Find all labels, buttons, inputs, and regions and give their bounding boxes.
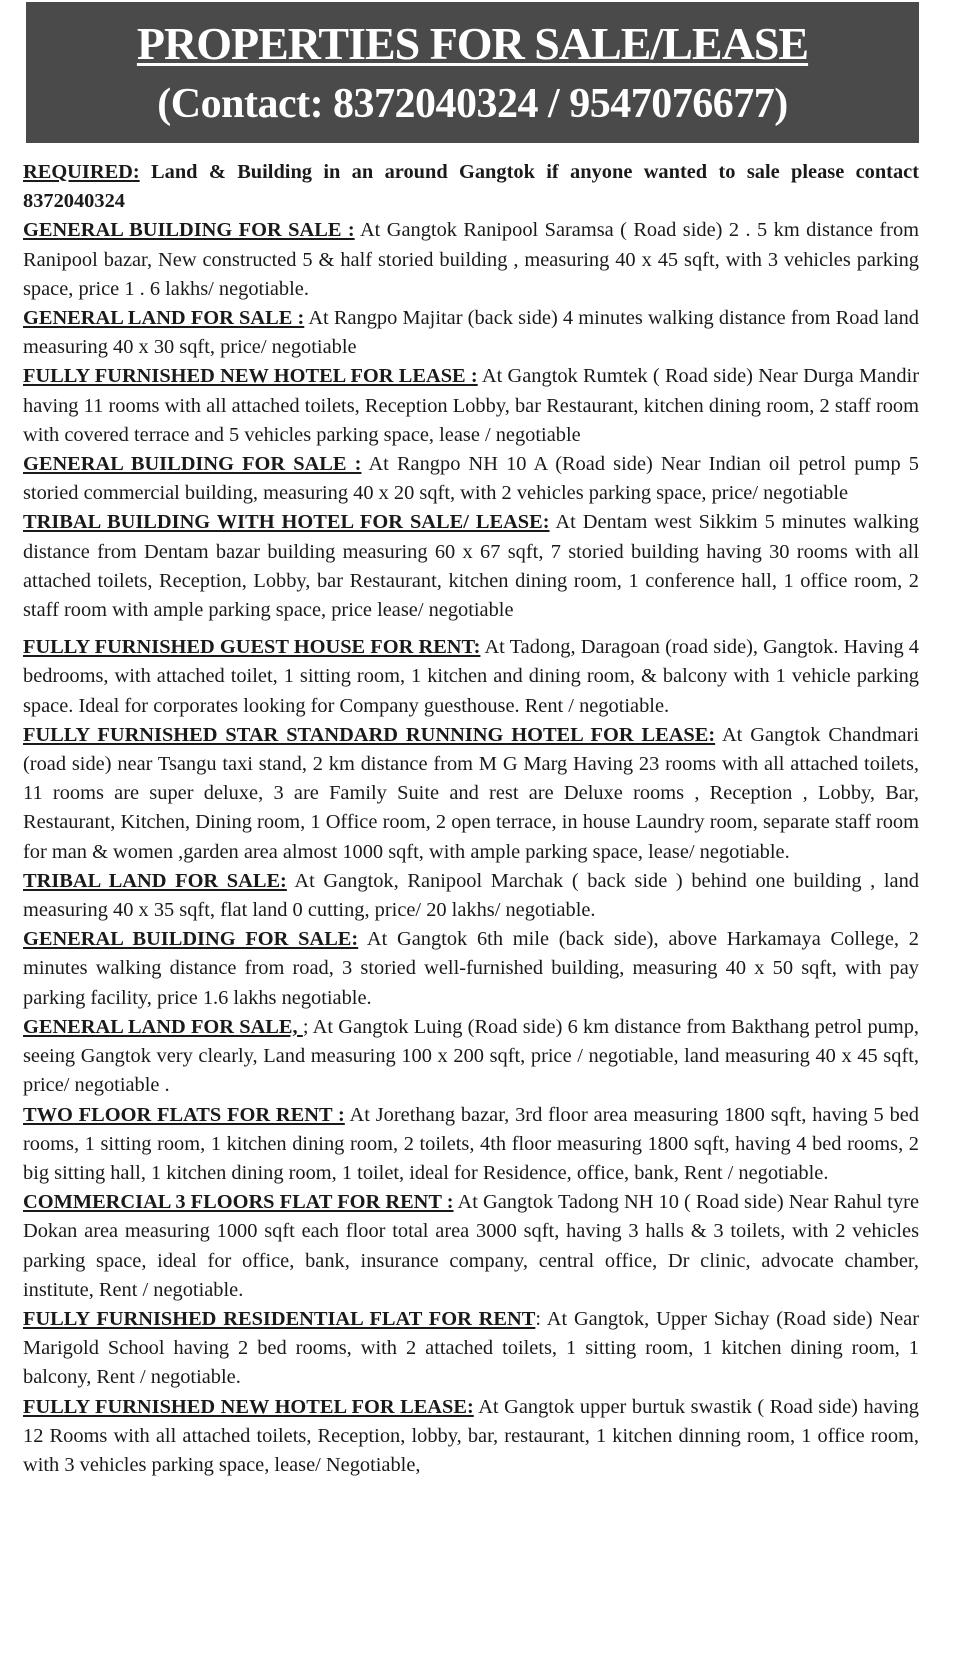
listing-text: At Rangpo NH 10 A (Road side) Near Indian oil petrol pump 5 storied commercial building, measuring 40 x 20 sqft, with 2 vehicles parking space, price/ negotiable: [23, 453, 920, 505]
listing-item: [23, 508, 919, 625]
listing-item: [23, 1188, 919, 1305]
listing-text: : At Gangtok, Upper Sichay (Road side) Near Marigold School having 2 bed rooms, with 2 attached toilets, 1 sitting room, 1 kitchen dining room, 1 balcony, Rent / negotiable.: [23, 1307, 919, 1389]
listing-item: [23, 1393, 919, 1481]
listing-heading: FULLY FURNISHED RESIDENTIAL FLAT FOR RENT: [23, 1307, 536, 1330]
listing-item: [23, 925, 919, 1013]
listing-text: At Gangtok upper burtuk swastik ( Road side) having 12 Rooms with all attached toilets, Reception, lobby, bar, restaurant, 1 kitchen dinning room, 1 office room, with 3 vehicles parking space, lease/ Negotiable,: [23, 1395, 919, 1476]
listing-text: At Tadong, Daragoan (road side), Gangtok. Having 4 bedrooms, with attached toilet, 1 sitting room, 1 kitchen and dining room, & balcony with 1 vehicle parking space. Ideal for corporates looking for Company guesthouse. Rent / negotiable.: [23, 636, 919, 717]
listing-text: At Gangtok 6th mile (back side), above Harkamaya College, 2 minutes walking distance from road, 3 storied well-furnished building, measuring 40 x 50 sqft, with pay parking facility, price 1.6 lakhs negotiable.: [23, 928, 919, 1009]
listing-heading: TRIBAL LAND FOR SALE:: [23, 869, 287, 892]
listing-heading: COMMERCIAL 3 FLOORS FLAT FOR RENT :: [23, 1191, 454, 1214]
listing-heading: GENERAL LAND FOR SALE :: [23, 307, 305, 330]
listing-item: [23, 1305, 919, 1393]
listing-item: [23, 216, 919, 304]
listing-item: [23, 304, 919, 362]
listing-heading: FULLY FURNISHED STAR STANDARD RUNNING HOTEL FOR LEASE:: [23, 723, 716, 746]
listing-text: At Gangtok Chandmari (road side) near Tsangu taxi stand, 2 km distance from M G Marg Having 23 rooms with all attached toilets, 11 rooms are super deluxe, 3 are Family Suite and rest are Deluxe rooms , Reception , Lobby, Bar, Restaurant, Kitchen, Dining room, 1 Office room, 2 open terrace, in house Laundry room, separate staff room for man & women ,garden area almost 1000 sqft, with ample parking space, lease/ negotiable.: [23, 723, 919, 863]
contact-numbers: (Contact: 8372040324 / 9547076677): [157, 81, 788, 127]
listing-item: [23, 867, 919, 925]
listing-heading: GENERAL BUILDING FOR SALE :: [23, 453, 362, 476]
listing-required: [23, 158, 919, 216]
listing-text: At Jorethang bazar, 3rd floor area measuring 1800 sqft, having 5 bed rooms, 1 sitting room, 1 kitchen dining room, 2 toilets, 4th floor measuring 1800 sqft, having 4 bed rooms, 2 big sitting hall, 1 kitchen dining room, 1 toilet, ideal for Residence, office, bank, Rent / negotiable.: [23, 1103, 920, 1184]
listing-text: ; At Gangtok Luing (Road side) 6 km distance from Bakthang petrol pump, seeing Gangtok very clearly, Land measuring 100 x 200 sqft, price / negotiable, land measuring 40 x 45 sqft, price/ negotiable .: [23, 1015, 919, 1097]
page-title: PROPERTIES FOR SALE/LEASE: [136, 18, 809, 69]
listing-heading: GENERAL BUILDING FOR SALE :: [23, 219, 355, 242]
listing-heading: TRIBAL BUILDING WITH HOTEL FOR SALE/ LEASE:: [23, 511, 550, 534]
listing-item: [23, 633, 919, 721]
listing-text: At Dentam west Sikkim 5 minutes walking distance from Dentam bazar building measuring 60 x 67 sqft, 7 storied building having 30 rooms with all attached toilets, Reception, Lobby, bar Restaurant, kitchen dining room, 1 conference hall, 1 office room, 2 staff room with ample parking space, price lease/ negotiable: [23, 511, 919, 622]
listing-item: [23, 450, 919, 508]
listing-text: At Rangpo Majitar (back side) 4 minutes walking distance from Road land measuring 40 x 30 sqft, price/ negotiable: [23, 307, 919, 359]
listing-heading: GENERAL BUILDING FOR SALE:: [23, 928, 359, 951]
listing-text: At Gangtok Rumtek ( Road side) Near Durga Mandir having 11 rooms with all attached toilets, Reception Lobby, bar Restaurant, kitchen dining room, 2 staff room with covered terrace and 5 vehicles parking space, lease / negotiable: [23, 365, 919, 446]
listing-heading: FULLY FURNISHED NEW HOTEL FOR LEASE:: [23, 1395, 474, 1418]
listing-item: [23, 362, 919, 450]
page-header: [26, 2, 919, 143]
listing-item: [23, 1013, 919, 1101]
listing-item: [23, 721, 919, 867]
listing-text: Land & Building in an around Gangtok if anyone wanted to sale please contact 8372040324: [23, 161, 919, 213]
listing-text: At Gangtok Ranipool Saramsa ( Road side) 2 . 5 km distance from Ranipool bazar, New constructed 5 & half storied building , measuring 40 x 45 sqft, with 3 vehicles parking space, price 1 . 6 lakhs/ negotiable.: [23, 219, 919, 300]
listing-heading: TWO FLOOR FLATS FOR RENT :: [23, 1103, 345, 1126]
listing-heading: FULLY FURNISHED NEW HOTEL FOR LEASE :: [23, 365, 478, 388]
listings: [23, 158, 919, 1480]
listing-text: At Gangtok Tadong NH 10 ( Road side) Near Rahul tyre Dokan area measuring 1000 sqft each floor total area 3000 sqft, having 3 halls & 3 toilets, with 2 vehicles parking space, ideal for office, bank, insurance company, central office, Dr clinic, advocate chamber, institute, Rent / negotiable.: [23, 1191, 919, 1301]
listing-heading: REQUIRED:: [23, 161, 140, 183]
listing-heading: GENERAL LAND FOR SALE,: [23, 1015, 303, 1038]
listing-item: [23, 1101, 919, 1189]
listing-text: At Gangtok, Ranipool Marchak ( back side ) behind one building , land measuring 40 x 35 sqft, flat land 0 cutting, price/ 20 lakhs/ negotiable.: [23, 869, 919, 922]
listing-heading: FULLY FURNISHED GUEST HOUSE FOR RENT:: [23, 636, 481, 659]
